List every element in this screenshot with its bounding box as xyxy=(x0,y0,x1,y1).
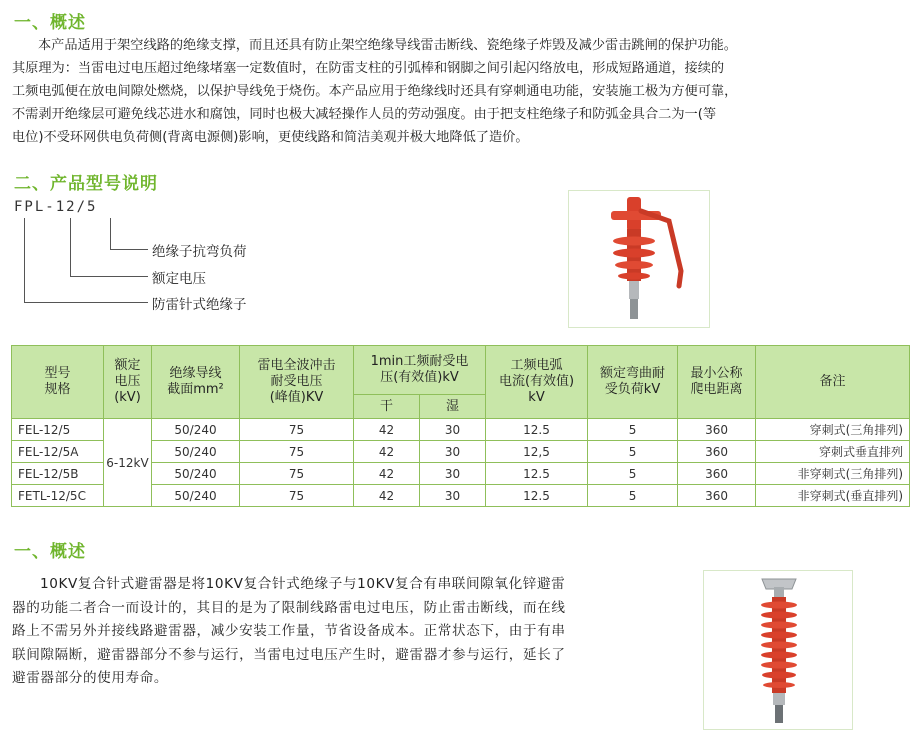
cell-model: FEL-12/5A xyxy=(12,441,104,463)
section3-line: 器的功能二者合一而设计的，其目的是为了限制线路雷电过电压，防止雷击断线，而在线 xyxy=(12,599,566,616)
section1-heading: 一、概述 xyxy=(14,13,86,33)
cell-dry: 42 xyxy=(354,419,420,441)
cell-remark: 穿刺式(三角排列) xyxy=(756,419,910,441)
model-code: FPL-12/5 xyxy=(14,199,98,215)
composite-arrester-image xyxy=(704,571,852,729)
cell-remark: 非穿刺式(三角排列) xyxy=(756,463,910,485)
header-creepage: 最小公称 爬电距离 xyxy=(678,346,756,419)
cell-impulse: 75 xyxy=(240,463,354,485)
cell-wet: 30 xyxy=(420,419,486,441)
header-wet: 湿 xyxy=(420,395,486,419)
cell-dry: 42 xyxy=(354,441,420,463)
cell-model: FEL-12/5B xyxy=(12,463,104,485)
cell-impulse: 75 xyxy=(240,419,354,441)
header-model: 型号 规格 xyxy=(12,346,104,419)
section1-line: 工频电弧便在放电间隙处燃烧，以保护导线免于烧伤。本产品应用于绝缘线时还具有穿刺通电功能，安装施工极为方便可靠， xyxy=(12,84,738,99)
section3-line: 路上不需另外并接线路避雷器，减少安装工作量，节省设备成本。正常状态下，由于有串 xyxy=(12,623,566,639)
section3-body xyxy=(12,573,672,691)
legend-insulator-type: 防雷针式绝缘子 xyxy=(152,297,247,313)
cell-bending: 5 xyxy=(588,463,678,485)
cell-creepage: 360 xyxy=(678,419,756,441)
cell-wire: 50/240 xyxy=(152,485,240,507)
section2-heading: 二、产品型号说明 xyxy=(14,174,158,194)
legend-line xyxy=(70,218,71,277)
cell-wire: 50/240 xyxy=(152,419,240,441)
header-wire: 绝缘导线 截面mm² xyxy=(152,346,240,419)
cell-arc: 12.5 xyxy=(486,485,588,507)
cell-creepage: 360 xyxy=(678,485,756,507)
cell-arc: 12.5 xyxy=(486,419,588,441)
cell-bending: 5 xyxy=(588,441,678,463)
legend-bending-load: 绝缘子抗弯负荷 xyxy=(152,244,247,260)
cell-arc: 12,5 xyxy=(486,441,588,463)
header-arc: 工频电弧 电流(有效值) kV xyxy=(486,346,588,419)
cell-remark: 穿刺式垂直排列 xyxy=(756,441,910,463)
pin-insulator-image xyxy=(569,191,709,327)
cell-wire: 50/240 xyxy=(152,441,240,463)
cell-impulse: 75 xyxy=(240,485,354,507)
header-remark: 备注 xyxy=(756,346,910,419)
section1-body xyxy=(12,34,912,149)
cell-wet: 30 xyxy=(420,485,486,507)
cell-creepage: 360 xyxy=(678,463,756,485)
cell-remark: 非穿刺式(垂直排列) xyxy=(756,485,910,507)
section1-line: 电位)不受环网供电负荷侧(背离电源侧)影响，更使线路和简洁美观并极大地降低了造价。 xyxy=(12,130,529,145)
cell-voltage: 6-12kV xyxy=(104,419,152,507)
legend-line xyxy=(70,276,148,277)
cell-dry: 42 xyxy=(354,485,420,507)
spec-table xyxy=(11,345,910,507)
header-bending: 额定弯曲耐 受负荷kV xyxy=(588,346,678,419)
cell-model: FEL-12/5 xyxy=(12,419,104,441)
header-impulse: 雷电全波冲击 耐受电压 (峰值)KV xyxy=(240,346,354,419)
header-dry: 干 xyxy=(354,395,420,419)
table-row xyxy=(12,419,910,441)
legend-line xyxy=(24,218,25,303)
legend-rated-voltage: 额定电压 xyxy=(152,271,206,287)
cell-impulse: 75 xyxy=(240,441,354,463)
product-image-frame xyxy=(703,570,853,730)
cell-model: FETL-12/5C xyxy=(12,485,104,507)
cell-wet: 30 xyxy=(420,441,486,463)
cell-creepage: 360 xyxy=(678,441,756,463)
cell-bending: 5 xyxy=(588,485,678,507)
section3-line: 避雷器部分的使用寿命。 xyxy=(12,670,169,686)
cell-bending: 5 xyxy=(588,419,678,441)
legend-line xyxy=(110,218,111,250)
legend-line xyxy=(24,302,148,303)
header-voltage: 额定 电压 (kV) xyxy=(104,346,152,419)
cell-dry: 42 xyxy=(354,463,420,485)
section3-line: 联间隙隔断，避雷器部分不参与运行，当雷电过电压产生时，避雷器才参与运行，延长了 xyxy=(12,646,566,663)
section1-line: 本产品适用于架空线路的绝缘支撑，而且还具有防止架空绝缘导线雷击断线、瓷绝缘子炸毁及减少雷击跳闸的保护功能。 xyxy=(38,38,737,53)
cell-arc: 12.5 xyxy=(486,463,588,485)
section3-line: 10KV复合针式避雷器是将10KV复合针式绝缘子与10KV复合有串联间隙氧化锌避雷 xyxy=(40,576,566,592)
legend-line xyxy=(110,249,148,250)
cell-wire: 50/240 xyxy=(152,463,240,485)
product-image-frame xyxy=(568,190,710,328)
section1-line: 其原理为：当雷电过电压超过绝缘堵塞一定数值时，在防雷支柱的引弧棒和钢脚之间引起闪络放电，形成短路通道，接续的 xyxy=(12,61,725,76)
header-power-freq: 1min工频耐受电 压(有效值)kV xyxy=(354,346,486,395)
cell-wet: 30 xyxy=(420,463,486,485)
section3-heading: 一、概述 xyxy=(14,542,86,562)
section1-line: 不需剥开绝缘层可避免线芯进水和腐蚀，同时也极大减轻操作人员的劳动强度。由于把支柱绝缘子和防弧金具合二为一(等 xyxy=(12,107,717,122)
